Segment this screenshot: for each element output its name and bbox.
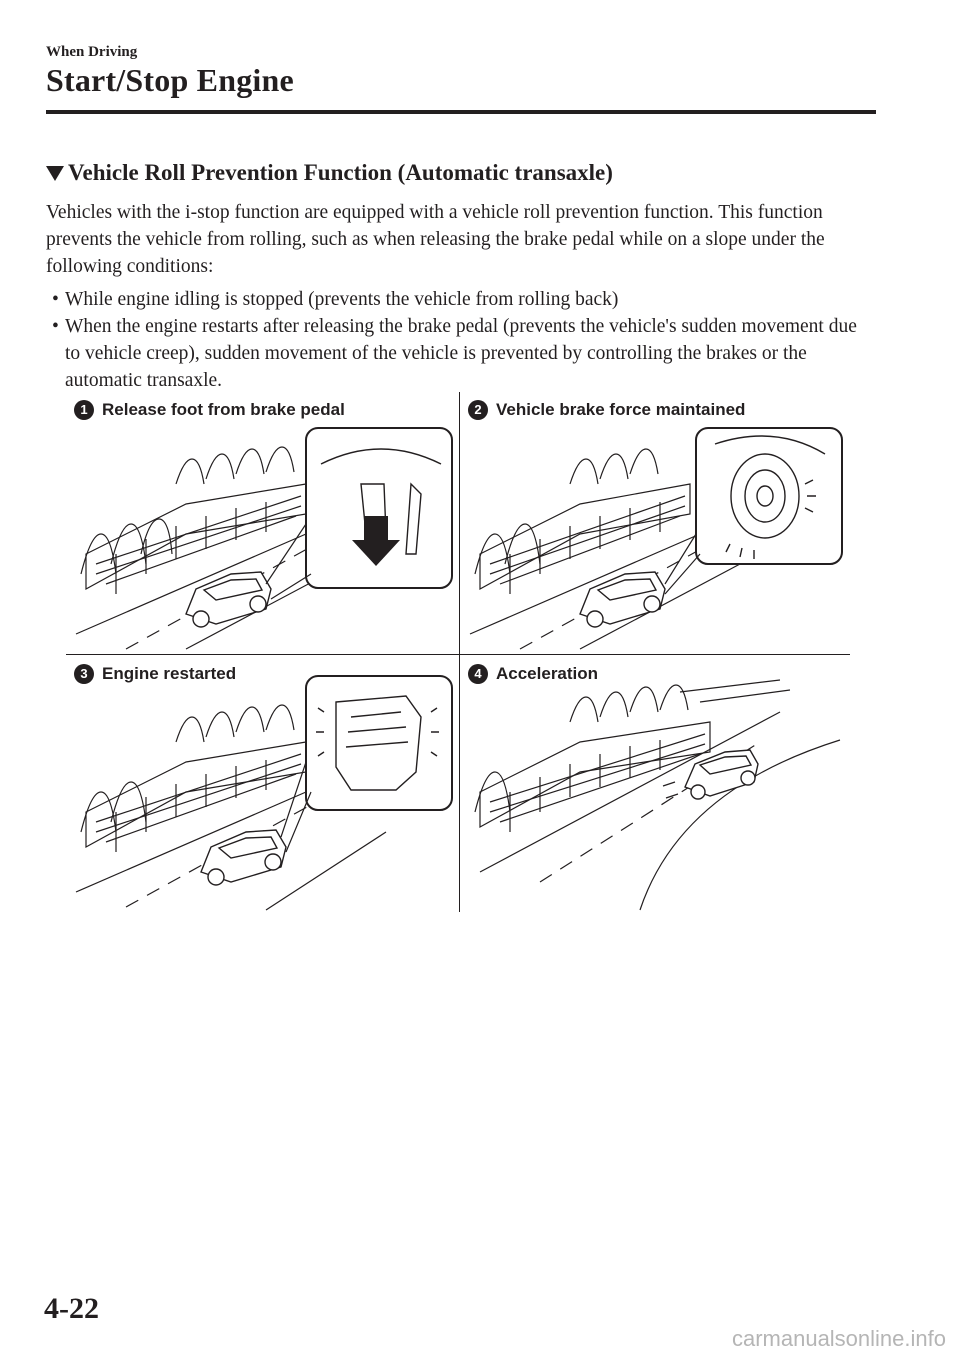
panel-caption-text: Engine restarted	[102, 664, 237, 683]
brake-pedal-inset	[306, 428, 452, 588]
page-title: Start/Stop Engine	[46, 62, 294, 98]
section-heading	[46, 160, 613, 186]
wheel-brake-inset	[696, 428, 842, 564]
intro-paragraph: Vehicles with the i-stop function are equipped with a vehicle roll prevention function. This function prevents the vehicle from rolling, such as when releasing the brake pedal while on a slope under the following conditions:	[46, 202, 825, 277]
panel-caption-text: Acceleration	[496, 664, 599, 683]
title-rule	[46, 110, 876, 114]
car-icon	[201, 830, 286, 885]
panel-2-caption	[468, 400, 745, 420]
page-number: 4-22	[44, 1292, 99, 1325]
step-number-badge: 3	[74, 664, 94, 684]
panel-divider-horizontal	[66, 654, 850, 655]
section-label: When Driving	[46, 44, 138, 60]
step-number-badge: 1	[74, 400, 94, 420]
panel-caption-text: Vehicle brake force maintained	[496, 400, 746, 419]
tree-icon	[475, 685, 688, 812]
triangle-down-icon	[46, 166, 64, 181]
step-number-badge: 4	[468, 664, 488, 684]
panel-caption-text: Release foot from brake pedal	[102, 400, 345, 419]
watermark: carmanualsonline.info	[731, 1326, 946, 1351]
illustration-figure	[66, 392, 850, 914]
wall-icon	[480, 722, 710, 832]
list-item: • While engine idling is stopped (prevents the vehicle from rolling back)	[52, 286, 862, 313]
road-icon	[480, 680, 840, 910]
panel-1-illustration	[66, 424, 458, 652]
condition-list	[52, 286, 862, 394]
panel-4-illustration	[460, 672, 850, 912]
list-item: • When the engine restarts after releasing the brake pedal (prevents the vehicle's sudden movement due to vehicle creep), sudden movement of the vehicle is prevented by controlling the brakes or the automatic transaxle.	[52, 313, 862, 394]
panel-2-illustration	[460, 424, 850, 652]
panel-3-illustration	[66, 672, 458, 912]
step-number-badge: 2	[468, 400, 488, 420]
section-heading-text: Vehicle Roll Prevention Function (Automatic transaxle)	[68, 160, 613, 185]
panel-1-caption	[74, 400, 345, 420]
